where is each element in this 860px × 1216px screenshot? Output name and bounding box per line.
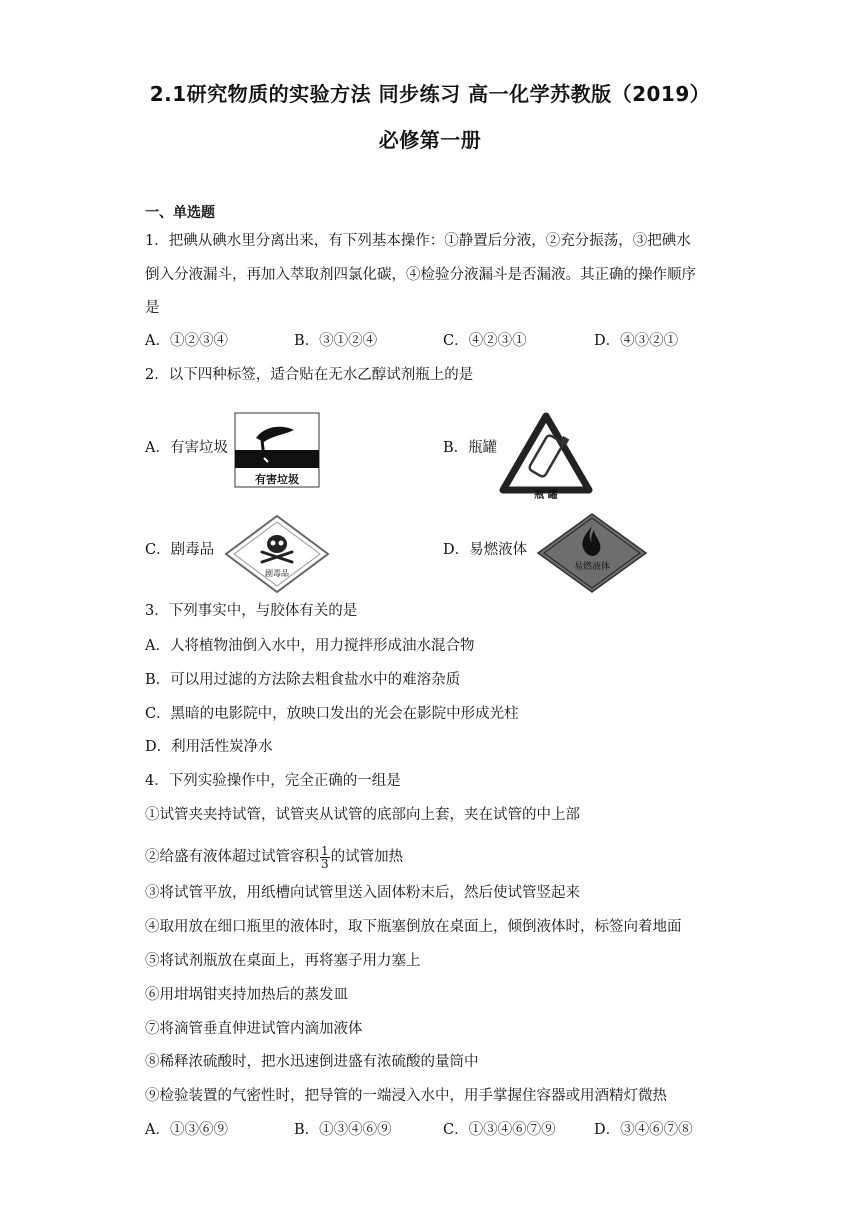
page-subtitle: 必修第一册: [378, 128, 482, 152]
q1-stem-line2: 倒入分液漏斗，再加入萃取剂四氯化碳，④检验分液漏斗是否漏液。其正确的操作顺序: [145, 267, 696, 283]
q4-item-2: [145, 843, 403, 871]
q1-stem-line1: 1．把碘从碘水里分离出来，有下列基本操作：①静置后分液，②充分振荡，③把碘水: [145, 233, 691, 249]
q1-option-c: C．④②③①: [443, 333, 527, 349]
q2-option-a: A．有害垃圾: [145, 440, 228, 456]
q4-option-d: D．③④⑥⑦⑧: [594, 1122, 693, 1138]
q4-item-1: ①试管夹夹持试管，试管夹从试管的底部向上套，夹在试管的中上部: [145, 807, 580, 823]
q4-stem: 4．下列实验操作中，完全正确的一组是: [145, 773, 401, 789]
skull-toxic-icon-text: 剧毒品: [265, 569, 289, 578]
hazardous-waste-icon-text: 有害垃圾: [255, 473, 299, 486]
fraction-numerator: 1: [321, 843, 329, 858]
q3-stem: 3．下列事实中，与胶体有关的是: [145, 603, 358, 619]
flame-flammable-icon-text: 易燃液体: [573, 562, 611, 572]
flame-flammable-icon: [536, 512, 648, 594]
q2-stem: 2．以下四种标签，适合贴在无水乙醇试剂瓶上的是: [145, 367, 474, 383]
q2-option-b: B．瓶罐: [443, 440, 498, 456]
q1-stem-line3: 是: [145, 300, 160, 316]
q1-option-b: B．③①②④: [294, 333, 378, 349]
q2-option-d: D．易燃液体: [443, 542, 528, 558]
skull-toxic-icon: [224, 514, 330, 594]
q3-option-b: B．可以用过滤的方法除去粗食盐水中的难溶杂质: [145, 672, 461, 688]
q1-option-a: A．①②③④: [145, 333, 228, 349]
q3-option-c: C．黑暗的电影院中，放映口发出的光会在影院中形成光柱: [145, 706, 519, 722]
q4-item-2-post: 的试管加热: [330, 849, 404, 865]
q4-option-b: B．①③④⑥⑨: [294, 1122, 392, 1138]
q4-item-9: ⑨检验装置的气密性时，把导管的一端浸入水中，用手掌握住容器或用酒精灯微热: [145, 1088, 667, 1104]
q4-item-8: ⑧稀释浓硫酸时，把水迅速倒进盛有浓硫酸的量筒中: [145, 1054, 479, 1070]
q4-item-6: ⑥用坩埚钳夹持加热后的蒸发皿: [145, 987, 348, 1003]
q1-option-d: D．④③②①: [594, 333, 679, 349]
q4-item-5: ⑤将试剂瓶放在桌面上，再将塞子用力塞上: [145, 953, 421, 969]
q4-item-2-pre: ②给盛有液体超过试管容积: [145, 849, 319, 865]
q3-option-d: D．利用活性炭净水: [145, 739, 273, 755]
q2-option-c: C．剧毒品: [145, 542, 215, 558]
fraction-denominator: 3: [321, 856, 329, 871]
fraction: [320, 845, 330, 870]
q3-option-a: A．人将植物油倒入水中，用力搅拌形成油水混合物: [145, 638, 475, 654]
q4-item-7: ⑦将滴管垂直伸进试管内滴加液体: [145, 1021, 363, 1037]
q4-item-4: ④取用放在细口瓶里的液体时，取下瓶塞倒放在桌面上，倾倒液体时，标签向着地面: [145, 919, 682, 935]
bottle-recycle-icon: [497, 410, 595, 500]
q4-item-3: ③将试管平放，用纸槽向试管里送入固体粉末后，然后使试管竖起来: [145, 885, 580, 901]
hazardous-waste-icon: [234, 412, 320, 488]
q4-option-a: A．①③⑥⑨: [145, 1122, 228, 1138]
bottle-recycle-icon-text: 瓶 罐: [534, 490, 558, 500]
q4-option-c: C．①③④⑥⑦⑨: [443, 1122, 556, 1138]
section-heading: 一、单选题: [145, 205, 215, 221]
page-title: 2.1研究物质的实验方法 同步练习 高一化学苏教版（2019）: [149, 82, 711, 106]
